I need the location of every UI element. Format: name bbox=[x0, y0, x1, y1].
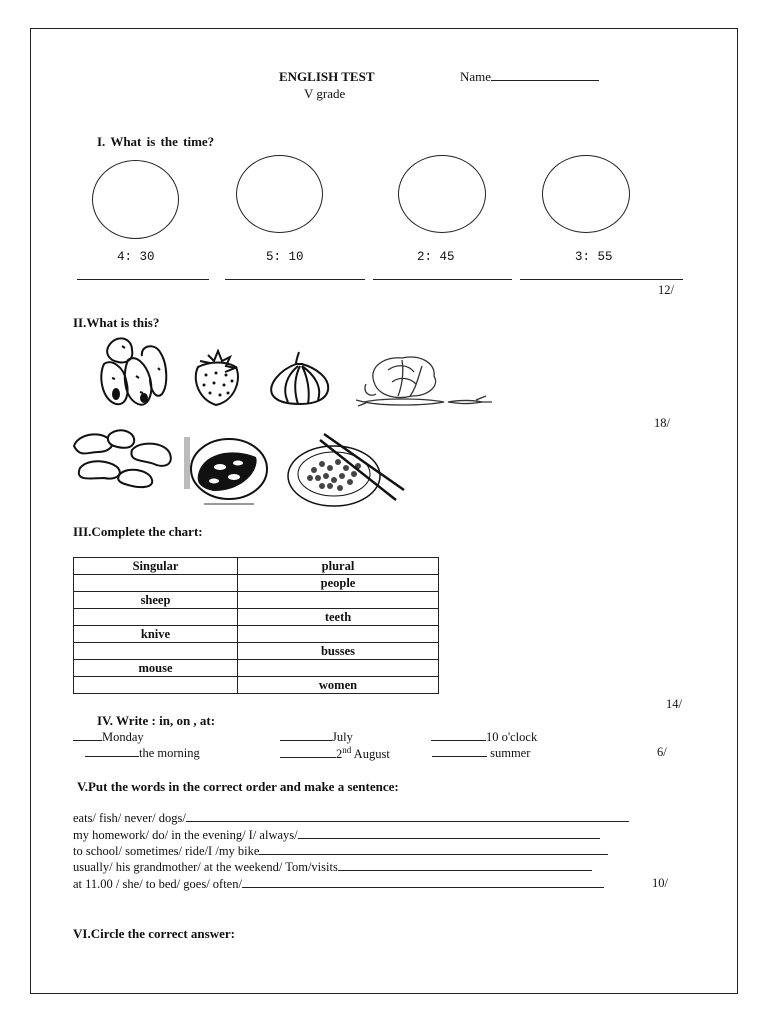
section2-score: 18/ bbox=[654, 416, 670, 430]
chart-cell: mouse bbox=[74, 660, 238, 677]
section6-heading: VI.Circle the correct answer: bbox=[73, 926, 235, 941]
answer-line-3[interactable] bbox=[373, 279, 512, 280]
clock-face-1[interactable] bbox=[92, 160, 179, 239]
sentence-words: my homework/ do/ in the evening/ I/ always/ bbox=[73, 828, 298, 842]
chart-row bbox=[74, 677, 439, 694]
column-header-singular: Singular bbox=[74, 558, 238, 575]
chart-cell: teeth bbox=[238, 609, 439, 626]
chart-cell[interactable] bbox=[238, 626, 439, 643]
blank-summer[interactable] bbox=[432, 745, 530, 761]
chart-cell: people bbox=[238, 575, 439, 592]
chart-header-row bbox=[74, 558, 439, 575]
blank-ten-oclock[interactable] bbox=[431, 729, 537, 745]
section4-heading: IV. Write : in, on , at: bbox=[97, 713, 216, 728]
time-label-1: 4: 30 bbox=[117, 250, 155, 264]
answer-line-4[interactable] bbox=[520, 279, 683, 280]
chart-cell: sheep bbox=[74, 592, 238, 609]
answer-line-1[interactable] bbox=[77, 279, 209, 280]
noodles-chopsticks-icon bbox=[284, 428, 412, 510]
sentence-answer-line[interactable] bbox=[242, 876, 604, 888]
sentence-answer-line[interactable] bbox=[259, 843, 608, 855]
blank-july[interactable] bbox=[280, 729, 353, 745]
lettuce-carrot-icon bbox=[352, 352, 500, 414]
chart-row bbox=[74, 643, 439, 660]
sentence-words: at 11.00 / she/ to bed/ goes/ often/ bbox=[73, 877, 242, 891]
item-text: August bbox=[351, 747, 390, 762]
chart-row bbox=[74, 592, 439, 609]
chart-row bbox=[74, 626, 439, 643]
chart-cell: knive bbox=[74, 626, 238, 643]
answer-blank[interactable] bbox=[431, 729, 486, 741]
chart-cell[interactable] bbox=[74, 677, 238, 694]
item-text: the morning bbox=[139, 746, 200, 760]
item-text: summer bbox=[487, 746, 531, 760]
answer-blank[interactable] bbox=[73, 729, 102, 741]
section3-score: 14/ bbox=[666, 697, 682, 711]
chart-cell[interactable] bbox=[74, 575, 238, 592]
chart-cell[interactable] bbox=[74, 643, 238, 660]
sentence-answer-line[interactable] bbox=[338, 859, 592, 871]
column-header-plural: plural bbox=[238, 558, 439, 575]
beans-icon bbox=[70, 428, 176, 490]
section1-score: 12/ bbox=[658, 283, 674, 297]
item-text: 2 bbox=[336, 747, 343, 762]
grade-subtitle: V grade bbox=[304, 86, 346, 101]
answer-blank[interactable] bbox=[432, 745, 487, 757]
section5-score: 10/ bbox=[652, 876, 668, 890]
section2-heading: II.What is this? bbox=[73, 315, 160, 330]
onion-icon bbox=[266, 350, 332, 406]
time-label-4: 3: 55 bbox=[575, 250, 613, 264]
chart-cell: women bbox=[238, 677, 439, 694]
blank-august[interactable] bbox=[280, 745, 390, 762]
sentence-row-1[interactable] bbox=[73, 810, 629, 826]
section5-heading: V.Put the words in the correct order and make a sentence: bbox=[77, 779, 399, 794]
section3-heading: III.Complete the chart: bbox=[73, 524, 203, 539]
name-label: Name bbox=[460, 69, 492, 84]
sentence-row-4[interactable] bbox=[73, 859, 592, 875]
name-blank[interactable] bbox=[491, 69, 599, 81]
ordinal-suffix: nd bbox=[342, 745, 352, 755]
blank-monday[interactable] bbox=[73, 729, 144, 745]
sentence-answer-line[interactable] bbox=[298, 827, 600, 839]
chart-cell[interactable] bbox=[238, 592, 439, 609]
clock-face-4[interactable] bbox=[542, 155, 630, 233]
pizza-icon bbox=[184, 433, 270, 511]
clock-face-2[interactable] bbox=[236, 155, 323, 233]
chart-cell[interactable] bbox=[238, 660, 439, 677]
chart-row bbox=[74, 575, 439, 592]
answer-line-2[interactable] bbox=[225, 279, 365, 280]
test-title: ENGLISH TEST bbox=[279, 69, 375, 84]
sentence-words: to school/ sometimes/ ride/I /my bike bbox=[73, 844, 260, 858]
sentence-row-3[interactable] bbox=[73, 843, 608, 859]
potatoes-icon bbox=[96, 334, 170, 408]
chart-row bbox=[74, 660, 439, 677]
section1-heading: I. What is the time? bbox=[97, 134, 215, 149]
chart-row bbox=[74, 609, 439, 626]
item-text: Monday bbox=[102, 730, 144, 744]
blank-morning[interactable] bbox=[85, 745, 200, 761]
sentence-answer-line[interactable] bbox=[186, 810, 629, 822]
singular-plural-chart bbox=[73, 557, 439, 694]
answer-blank[interactable] bbox=[280, 729, 332, 741]
item-text: July bbox=[332, 730, 353, 744]
strawberry-icon bbox=[190, 349, 244, 407]
clock-face-3[interactable] bbox=[398, 155, 486, 233]
sentence-row-5[interactable] bbox=[73, 876, 604, 892]
time-label-3: 2: 45 bbox=[417, 250, 455, 264]
sentence-words: usually/ his grandmother/ at the weekend/ Tom/visits bbox=[73, 860, 338, 874]
sentence-words: eats/ fish/ never/ dogs/ bbox=[73, 811, 186, 825]
sentence-row-2[interactable] bbox=[73, 827, 600, 843]
section4-score: 6/ bbox=[657, 745, 667, 759]
name-field[interactable] bbox=[460, 69, 599, 85]
answer-blank[interactable] bbox=[280, 746, 336, 758]
item-text: 10 o'clock bbox=[486, 730, 538, 744]
time-label-2: 5: 10 bbox=[266, 250, 304, 264]
chart-cell: busses bbox=[238, 643, 439, 660]
chart-cell[interactable] bbox=[74, 609, 238, 626]
answer-blank[interactable] bbox=[85, 745, 139, 757]
